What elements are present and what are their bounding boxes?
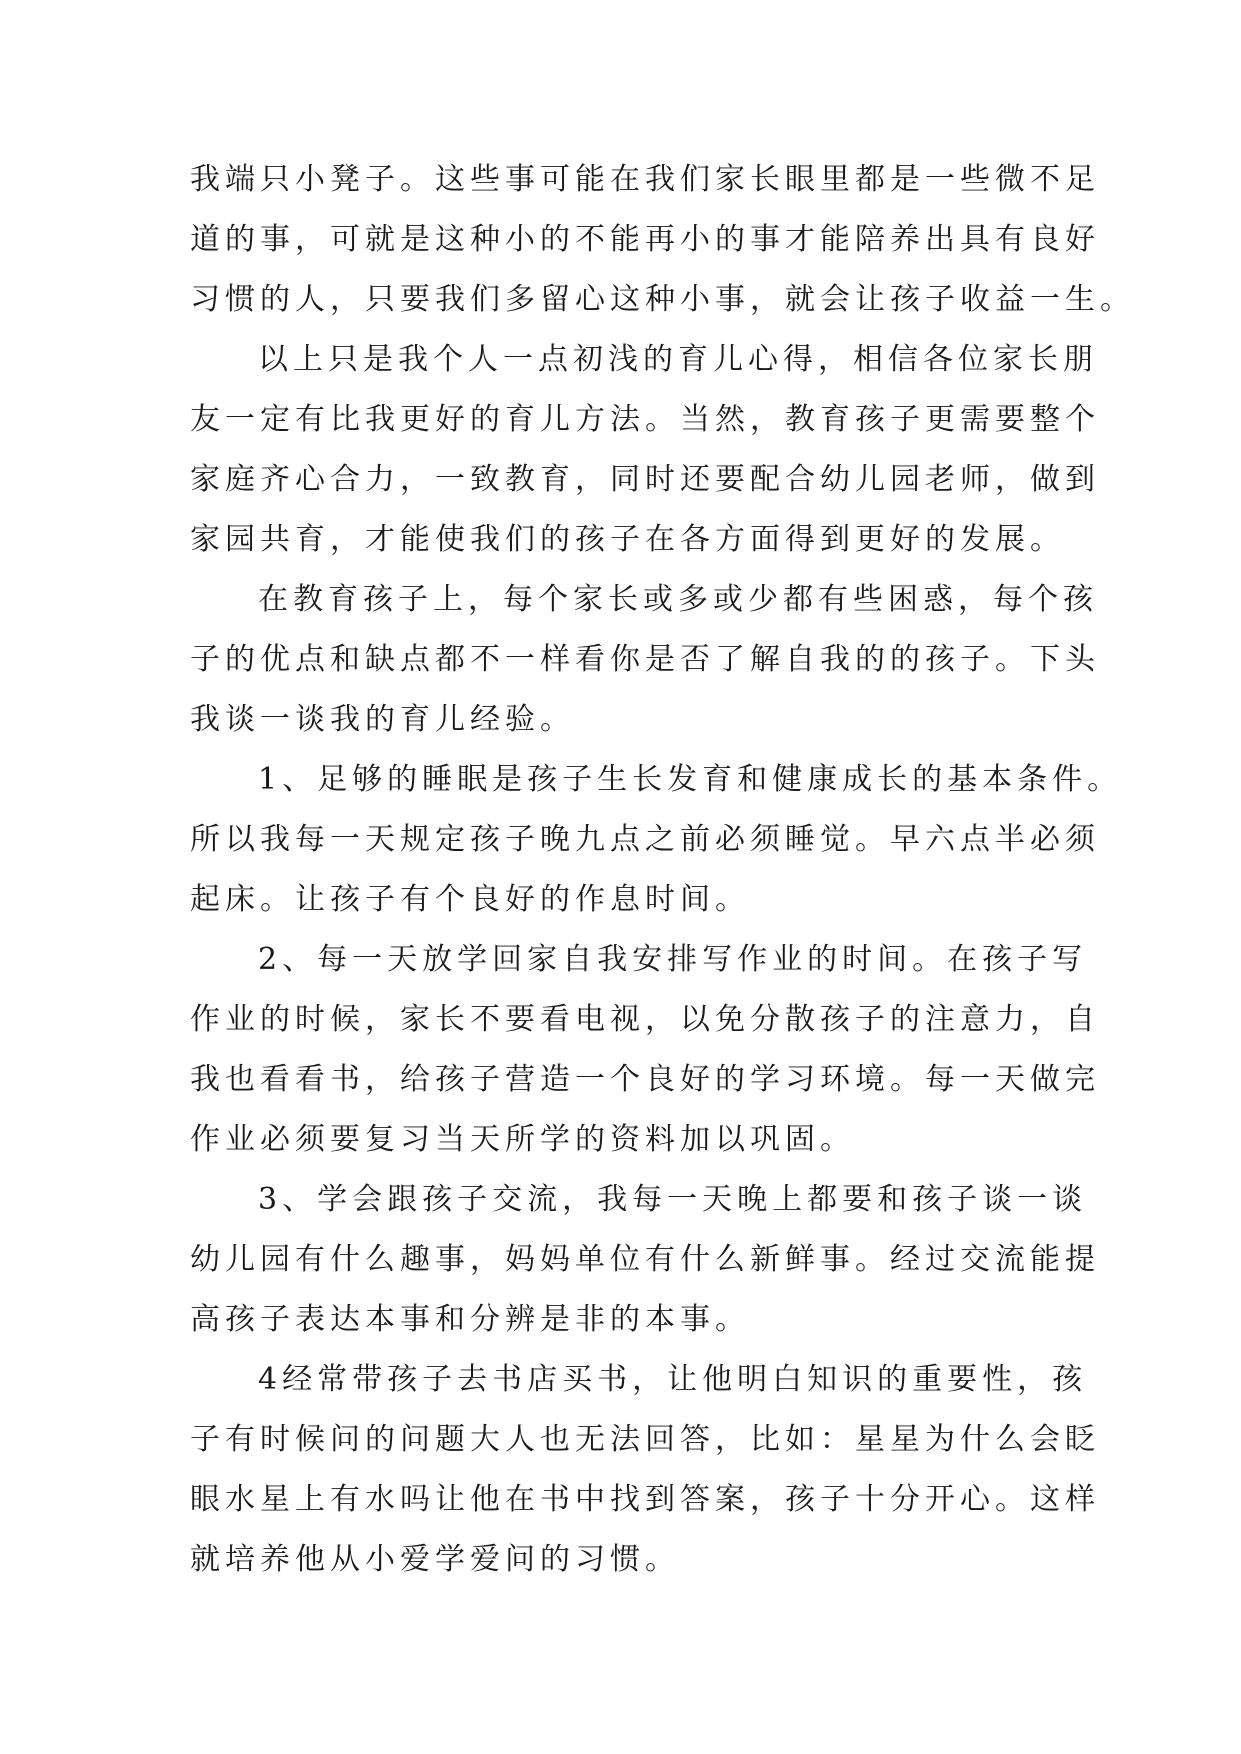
paragraph-6 [190, 1170, 1100, 1350]
text-line: 所以我每一天规定孩子晚九点之前必须睡觉。早六点半必须 [190, 822, 1100, 857]
text-line: 家庭齐心合力，一致教育，同时还要配合幼儿园老师，做到 [190, 462, 1100, 497]
text-line: 起床。让孩子有个良好的作息时间。 [190, 882, 750, 917]
text-line: 4经常带孩子去书店买书，让他明白知识的重要性，孩 [258, 1362, 1088, 1397]
text-line: 高孩子表达本事和分辨是非的本事。 [190, 1302, 750, 1337]
text-line: 3、学会跟孩子交流，我每一天晚上都要和孩子谈一谈 [258, 1182, 1088, 1217]
text-line: 友一定有比我更好的育儿方法。当然，教育孩子更需要整个 [190, 402, 1100, 437]
text-line: 子有时候问的问题大人也无法回答，比如：星星为什么会眨 [190, 1422, 1100, 1457]
text-line: 道的事，可就是这种小的不能再小的事才能陪养出具有良好 [190, 222, 1100, 257]
document-body [190, 150, 1135, 1590]
text-line: 我也看看书，给孩子营造一个良好的学习环境。每一天做完 [190, 1062, 1100, 1097]
text-line: 1、足够的睡眠是孩子生长发育和健康成长的基本条件。 [258, 762, 1123, 797]
text-line: 作业的时候，家长不要看电视，以免分散孩子的注意力，自 [190, 1002, 1100, 1037]
text-line: 以上只是我个人一点初浅的育儿心得，相信各位家长朋 [258, 342, 1098, 377]
text-line: 就培养他从小爱学爱问的习惯。 [190, 1542, 680, 1577]
paragraph-4 [190, 750, 1123, 930]
text-line: 在教育孩子上，每个家长或多或少都有些困惑，每个孩 [258, 582, 1098, 617]
text-line: 眼水星上有水吗让他在书中找到答案，孩子十分开心。这样 [190, 1482, 1100, 1517]
text-line: 习惯的人，只要我们多留心这种小事，就会让孩子收益一生。 [190, 282, 1135, 317]
text-line: 幼儿园有什么趣事，妈妈单位有什么新鲜事。经过交流能提 [190, 1242, 1100, 1277]
paragraph-1 [190, 150, 1135, 330]
paragraph-7 [190, 1350, 1100, 1590]
text-line: 我端只小凳子。这些事可能在我们家长眼里都是一些微不足 [190, 162, 1100, 197]
text-line: 我谈一谈我的育儿经验。 [190, 702, 575, 737]
paragraph-5 [190, 930, 1100, 1170]
text-line: 子的优点和缺点都不一样看你是否了解自我的的孩子。下头 [190, 642, 1100, 677]
text-line: 家园共育，才能使我们的孩子在各方面得到更好的发展。 [190, 522, 1065, 557]
paragraph-2 [190, 330, 1100, 570]
text-line: 作业必须要复习当天所学的资料加以巩固。 [190, 1122, 855, 1157]
paragraph-3 [190, 570, 1100, 750]
text-line: 2、每一天放学回家自我安排写作业的时间。在孩子写 [258, 942, 1088, 977]
